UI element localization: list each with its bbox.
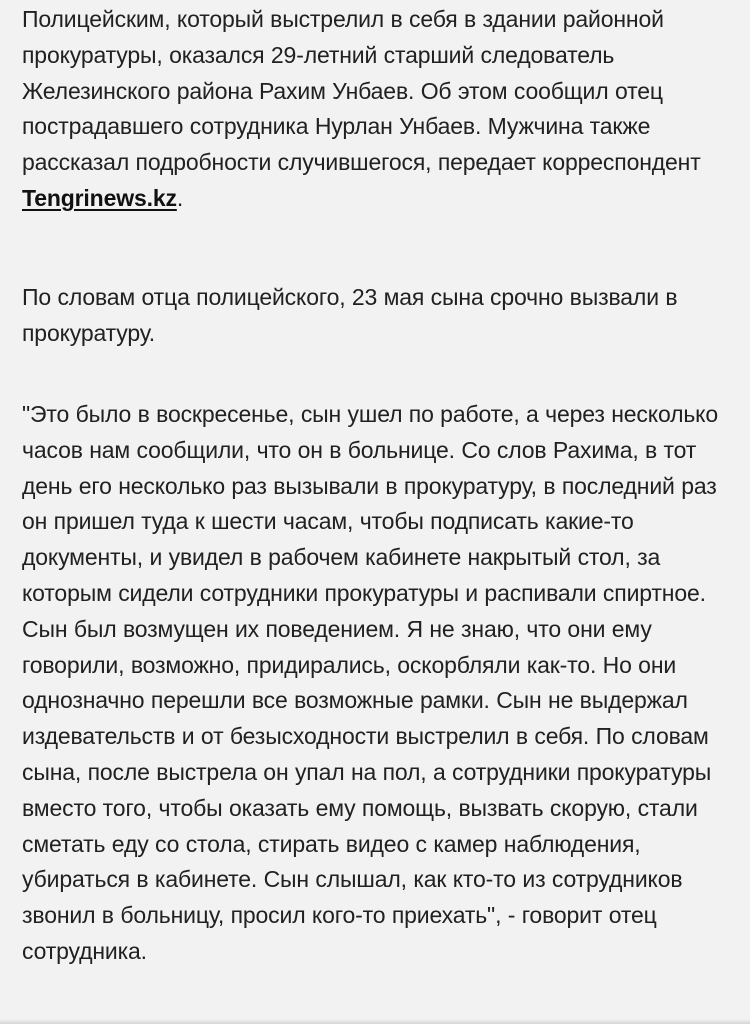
paragraph-father-words: По словам отца полицейского, 23 мая сына срочно вызвали в прокуратуру. — [22, 284, 678, 346]
bottom-divider-shadow — [0, 1019, 750, 1024]
paragraph-quote: "Это было в воскресенье, сын ушел по работе, а через несколько часов нам сообщили, что он в больнице. Со слов Рахима, в тот день его несколько раз вызывали в прокуратуру, в последний раз он пришел туда к шести часам, чтобы подписать какие-то документы, и увидел в рабочем кабинете накрытый стол, за которым сидели сотрудники прокуратуры и распивали спиртное. Сын был возмущен их поведением. Я не знаю, что они ему говорили, возможно, придирались, оскорбляли как-то. Но они однозначно перешли все возможные рамки. Сын не выдержал издевательств и от безысходности выстрелил в себя. По словам сына, после выстрела он упал на пол, а сотрудники прокуратуры вместо того, чтобы оказать ему помощь, вызвать скорую, стали сметать еду со стола, стирать видео с камер наблюдения, убираться в кабинете. Сын слышал, как кто-то из сотрудников звонил в больницу, просил кого-то приехать", - говорит отец сотрудника. — [22, 401, 718, 964]
source-link[interactable]: Tengrinews.kz — [22, 184, 177, 211]
article-body — [22, 2, 728, 970]
paragraph-intro-period: . — [176, 184, 184, 211]
paragraph-intro — [22, 2, 728, 216]
paragraph-intro-text: Полицейским, который выстрелил в себя в здании районной прокуратуры, оказался 29-летний старший следователь Железинского района Рахим Унбаев. Об этом сообщил отец пострадавшего сотрудника Нурлан Унбаев. Мужчина также рассказал подробности случившегося, передает корреспондент — [22, 6, 701, 176]
